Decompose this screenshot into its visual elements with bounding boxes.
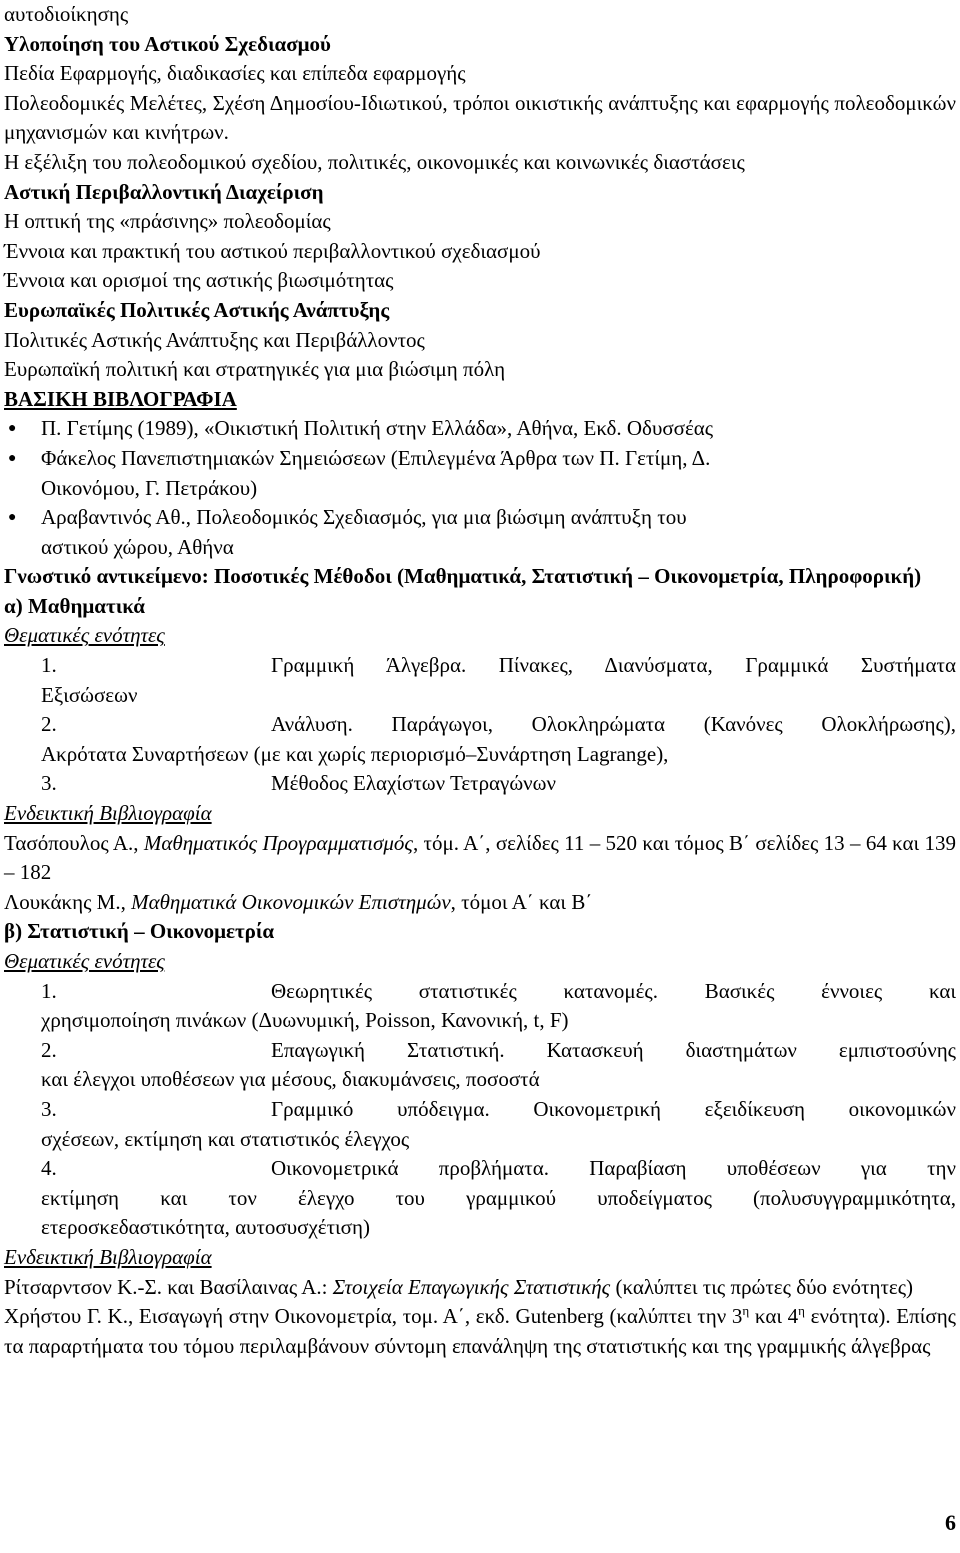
stats-heading: β) Στατιστική – Οικονομετρία — [4, 919, 275, 944]
text-line: Η εξέλιξη του πολεοδομικού σχεδίου, πολιτικές, οικονομικές και κοινωνικές διαστάσεις — [4, 149, 745, 174]
text-line: Η οπτική της «πράσινης» πολεοδομίας — [4, 209, 331, 234]
page-number: 6 — [945, 1510, 956, 1535]
item-continuation: σχέσεων, εκτίμηση και στατιστικός έλεγχος — [41, 1126, 410, 1151]
item-text: Ανάλυση. Παράγωγοι, Ολοκληρώματα (Κανόνες Ολοκλήρωσης), — [271, 712, 956, 737]
reference-details: , τόμ. Α΄, σελίδες 11 – 520 και τόμος Β΄ σελίδες 13 – 64 και 139 – 182 — [4, 830, 957, 885]
reference-text: ενότητα). Επίσης τα παραρτήματα του τόμου περιλαμβάνουν σύντομη επανάληψη της στατιστικής και της γραμμικής άλγεβρας — [4, 1304, 956, 1358]
item-continuation: εκτίμηση και τον έλεγχο του γραμμικού υποδείγματος (πολυσυγγραμμικότητα, — [41, 1185, 956, 1210]
numbered-item — [4, 1036, 956, 1066]
item-text: Μέθοδος Ελαχίστων Τετραγώνων — [271, 771, 556, 796]
reference-title: Μαθηματικά Οικονομικών Επιστημών — [131, 889, 451, 914]
item-continuation: Εξισώσεων — [41, 682, 138, 707]
bullet-item-continuation: αστικού χώρου, Αθήνα — [41, 534, 234, 559]
item-number: 2. — [41, 1037, 57, 1062]
bullet-item-continuation: Οικονόμου, Γ. Πετράκου) — [41, 475, 258, 500]
superscript: η — [742, 1303, 750, 1319]
units-label: Θεματικές ενότητες — [4, 949, 165, 973]
numbered-item — [4, 1095, 956, 1125]
reference-title: Στοιχεία Επαγωγικής Στατιστικής — [332, 1274, 611, 1299]
text-line: Πεδία Εφαρμογής, διαδικασίες και επίπεδα εφαρμογής — [4, 61, 466, 86]
reference-title: Μαθηματικός Προγραμματισμός — [143, 830, 413, 855]
item-number: 2. — [41, 712, 57, 737]
item-continuation: ετεροσκεδαστικότητα, αυτοσυσχέτιση) — [41, 1215, 370, 1240]
units-label: Θεματικές ενότητες — [4, 623, 165, 648]
text-line: αυτοδιοίκησης — [4, 2, 129, 26]
item-number: 3. — [41, 771, 57, 796]
reference-text: Χρήστου Γ. Κ., Εισαγωγή στην Οικονομετρία, τομ. Α΄, εκδ. Gutenberg (καλύπτει την 3 — [4, 1304, 743, 1329]
reference-details: , τόμοι Α΄ και Β΄ — [450, 889, 593, 914]
numbered-item — [4, 977, 956, 1007]
math-heading: α) Μαθηματικά — [4, 593, 145, 618]
item-text: Γραμμική Άλγεβρα. Πίνακες, Διανύσματα, Γραμμικά Συστήματα — [271, 653, 956, 678]
text-line: Πολιτικές Αστικής Ανάπτυξης και Περιβάλλοντος — [4, 327, 425, 352]
numbered-item — [4, 651, 956, 681]
document-page — [4, 0, 956, 1361]
item-continuation: χρησιμοποίηση πινάκων (Δυωνυμική, Poisson, Κανονική, t, F) — [41, 1008, 569, 1033]
bullet-item: ● Φάκελος Πανεπιστημιακών Σημειώσεων (Επιλεγμένα Άρθρα των Π. Γετίμη, Δ. — [4, 444, 956, 474]
subject-heading: Γνωστικό αντικείμενο: Ποσοτικές Μέθοδοι (Μαθηματικά, Στατιστική – Οικονομετρία, Πληροφορική) — [4, 564, 922, 589]
numbered-item — [4, 1154, 956, 1184]
text-line: Έννοια και ορισμοί της αστικής βιωσιμότητας — [4, 268, 394, 293]
text-line: Έννοια και πρακτική του αστικού περιβαλλοντικού σχεδιασμού — [4, 238, 541, 263]
section-heading: Υλοποίηση του Αστικού Σχεδιασμού — [4, 31, 331, 56]
item-text: Θεωρητικές στατιστικές κατανομές. Βασικές έννοιες και — [271, 978, 956, 1003]
bibliography-label: Ενδεικτική Βιβλιογραφία — [4, 1244, 212, 1269]
item-text: Οικονομετρικά προβλήματα. Παραβίαση υποθέσεων για την — [271, 1156, 956, 1181]
item-number: 1. — [41, 978, 57, 1003]
section-heading: Αστική Περιβαλλοντική Διαχείριση — [4, 179, 324, 204]
item-text: Γραμμικό υπόδειγμα. Οικονομετρική εξειδίκευση οικονομικών — [271, 1096, 956, 1121]
item-number: 1. — [41, 653, 57, 678]
reference-details: (καλύπτει τις πρώτες δύο ενότητες) — [610, 1274, 914, 1299]
section-heading: Ευρωπαϊκές Πολιτικές Αστικής Ανάπτυξης — [4, 297, 390, 322]
reference-entry — [4, 829, 956, 888]
numbered-item — [4, 769, 956, 799]
bibliography-label: Ενδεικτική Βιβλιογραφία — [4, 801, 212, 826]
bullet-item: ● Π. Γετίμης (1989), «Οικιστική Πολιτική στην Ελλάδα», Αθήνα, Εκδ. Οδυσσέας — [4, 414, 956, 444]
text-line: Ευρωπαϊκή πολιτική και στρατηγικές για μια βιώσιμη πόλη — [4, 357, 506, 382]
item-continuation: και έλεγχοι υποθέσεων για μέσους, διακυμάνσεις, ποσοστά — [41, 1067, 540, 1092]
reference-author: Τασόπουλος Α., — [4, 830, 144, 855]
item-continuation: Ακρότατα Συναρτήσεων (με και χωρίς περιορισμό–Συνάρτηση Lagrange), — [41, 741, 669, 766]
text-paragraph: Πολεοδομικές Μελέτες, Σχέση Δημοσίου-Ιδιωτικού, τρόποι οικιστικής ανάπτυξης και εφαρμογής πολεοδομικών μηχανισμών και κινήτρων. — [4, 90, 956, 145]
bullet-item: ● Αραβαντινός Αθ., Πολεοδομικός Σχεδιασμός, για μια βιώσιμη ανάπτυξη του — [4, 503, 956, 533]
bibliography-heading: ΒΑΣΙΚΗ ΒΙΒΛΟΓΡΑΦΙΑ — [4, 386, 237, 411]
reference-author: Λουκάκης Μ., — [4, 889, 132, 914]
reference-entry — [4, 888, 956, 918]
reference-author: Ρίτσαρντσον Κ.-Σ. και Βασίλαινας Α.: — [4, 1274, 333, 1299]
reference-text: και 4 — [749, 1304, 799, 1329]
numbered-item — [4, 710, 956, 740]
superscript: η — [798, 1303, 805, 1319]
item-number: 3. — [41, 1096, 57, 1121]
item-number: 4. — [41, 1156, 57, 1181]
reference-entry — [4, 1302, 956, 1361]
item-text: Επαγωγική Στατιστική. Κατασκευή διαστημάτων εμπιστοσύνης — [271, 1037, 956, 1062]
reference-entry — [4, 1273, 956, 1303]
